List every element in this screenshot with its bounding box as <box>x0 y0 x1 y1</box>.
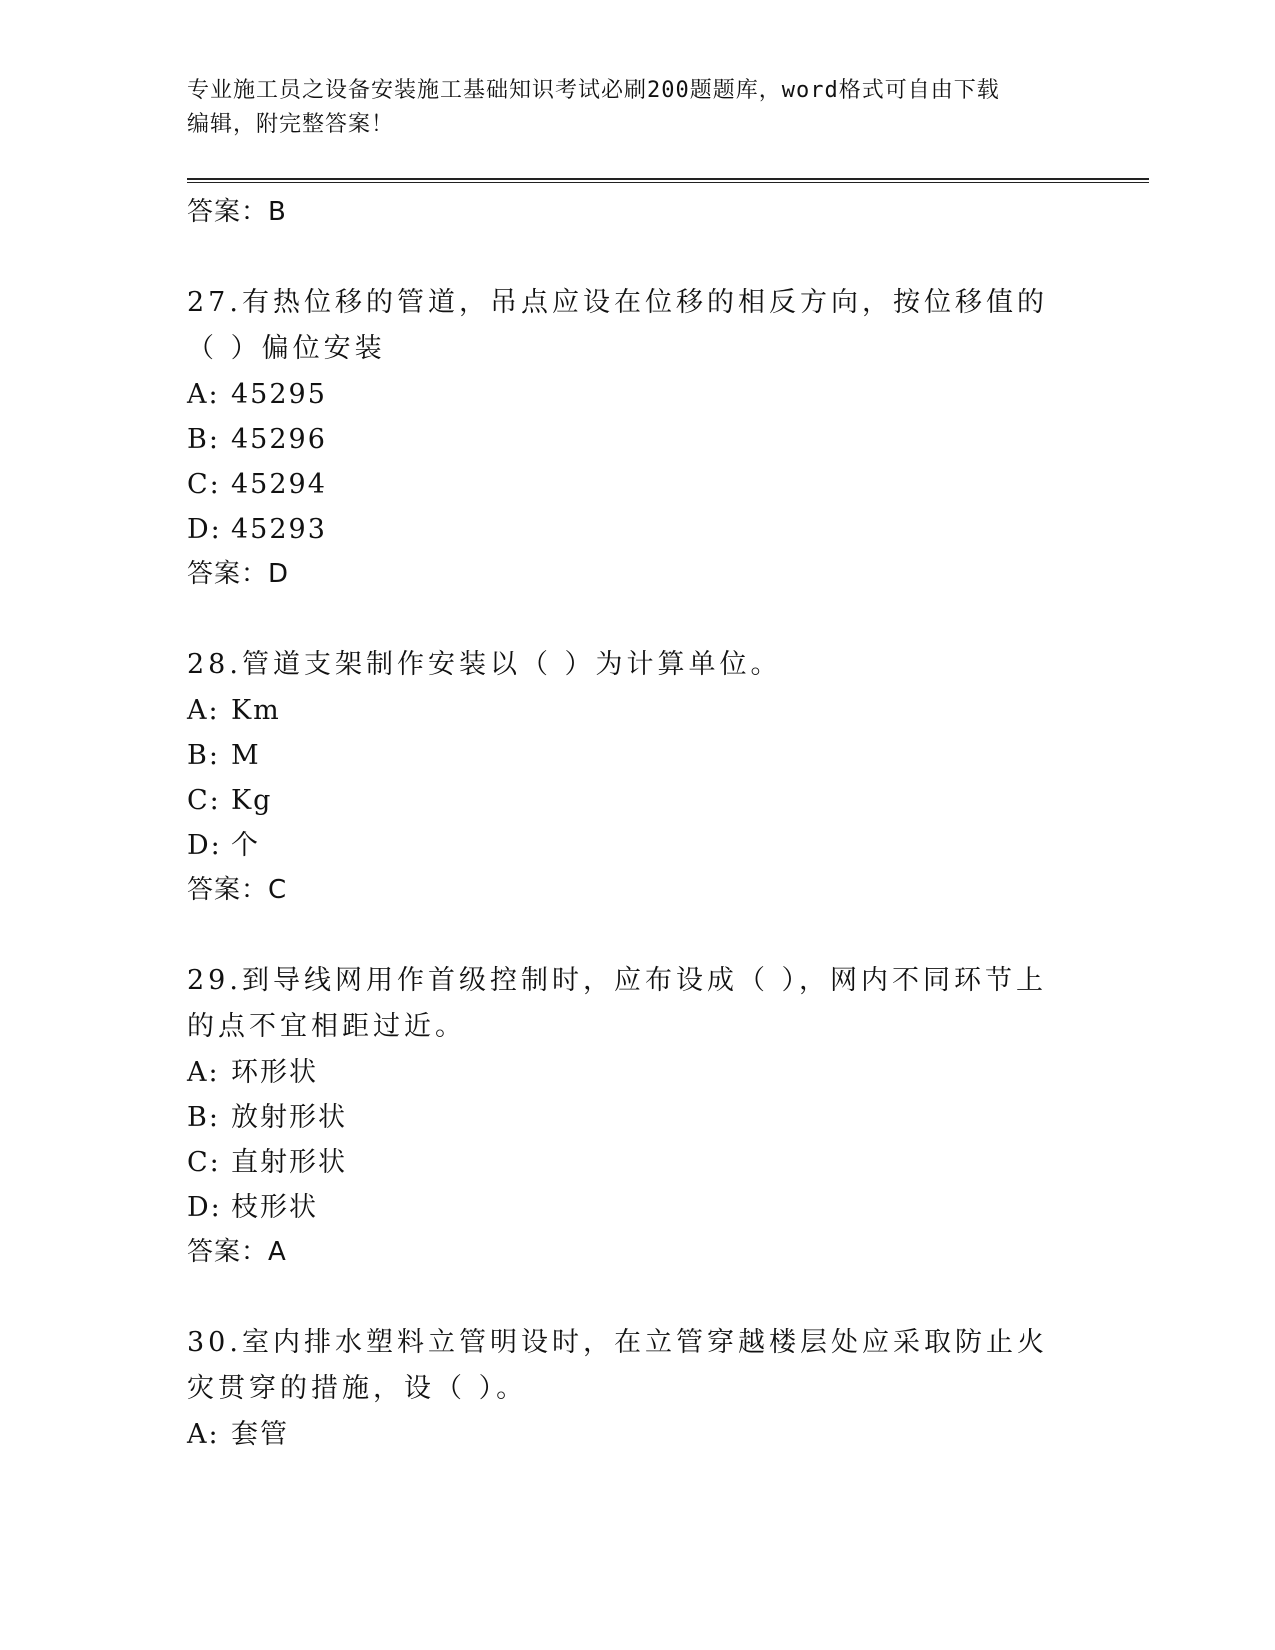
option-key: D: <box>187 830 222 861</box>
question-27 <box>187 280 1087 596</box>
option-value: 45296 <box>231 424 327 455</box>
answer: 答案：C <box>187 875 288 905</box>
option-value: 45293 <box>231 514 327 545</box>
header-line-2: 编辑，附完整答案！ <box>187 112 395 137</box>
question-text: 28.管道支架制作安装以（ ）为计算单位。 <box>187 649 782 680</box>
option-value: 放射形状 <box>231 1102 347 1133</box>
option-b <box>187 733 1087 778</box>
answer: 答案：D <box>187 559 290 589</box>
option-a <box>187 372 1087 417</box>
question-list <box>187 190 1087 1457</box>
question-28 <box>187 642 1087 912</box>
option-key: D: <box>187 514 222 545</box>
option-key: B: <box>187 740 220 771</box>
option-value: 个 <box>231 830 260 861</box>
option-key: A: <box>187 695 220 726</box>
option-value: 套管 <box>231 1419 289 1450</box>
question-text: 27.有热位移的管道，吊点应设在位移的相反方向，按位移值的（ ）偏位安装 <box>187 287 1048 364</box>
option-key: C: <box>187 1147 221 1178</box>
option-d <box>187 823 1087 868</box>
option-key: C: <box>187 785 221 816</box>
option-key: A: <box>187 1057 220 1088</box>
option-b <box>187 417 1087 462</box>
question-text: 29.到导线网用作首级控制时，应布设成（ ），网内不同环节上的点不宜相距过近。 <box>187 965 1048 1042</box>
option-key: C: <box>187 469 221 500</box>
option-value: Kg <box>231 785 273 816</box>
document-header <box>187 74 1067 142</box>
option-value: Km <box>231 695 281 726</box>
option-d <box>187 507 1087 552</box>
option-value: 枝形状 <box>231 1192 318 1223</box>
option-value: M <box>231 740 261 771</box>
option-d <box>187 1185 1087 1230</box>
header-divider <box>187 178 1149 180</box>
option-key: A: <box>187 379 220 410</box>
option-key: D: <box>187 1192 222 1223</box>
option-a <box>187 1412 1087 1457</box>
option-value: 45295 <box>231 379 327 410</box>
question-text: 30.室内排水塑料立管明设时，在立管穿越楼层处应采取防止火灾贯穿的措施，设（ ）。 <box>187 1327 1048 1404</box>
previous-answer: 答案：B <box>187 197 287 227</box>
option-a <box>187 688 1087 733</box>
header-divider-thin <box>187 182 1149 183</box>
header-line-1: 专业施工员之设备安装施工基础知识考试必刷200题题库，word格式可自由下载 <box>187 78 1000 103</box>
option-value: 45294 <box>231 469 327 500</box>
option-key: A: <box>187 1419 220 1450</box>
option-c <box>187 1140 1087 1185</box>
question-30 <box>187 1320 1087 1457</box>
option-key: B: <box>187 424 220 455</box>
answer: 答案：A <box>187 1237 287 1267</box>
option-c <box>187 462 1087 507</box>
option-value: 直射形状 <box>231 1147 347 1178</box>
option-value: 环形状 <box>231 1057 318 1088</box>
option-a <box>187 1050 1087 1095</box>
option-key: B: <box>187 1102 220 1133</box>
option-c <box>187 778 1087 823</box>
option-b <box>187 1095 1087 1140</box>
question-29 <box>187 958 1087 1274</box>
